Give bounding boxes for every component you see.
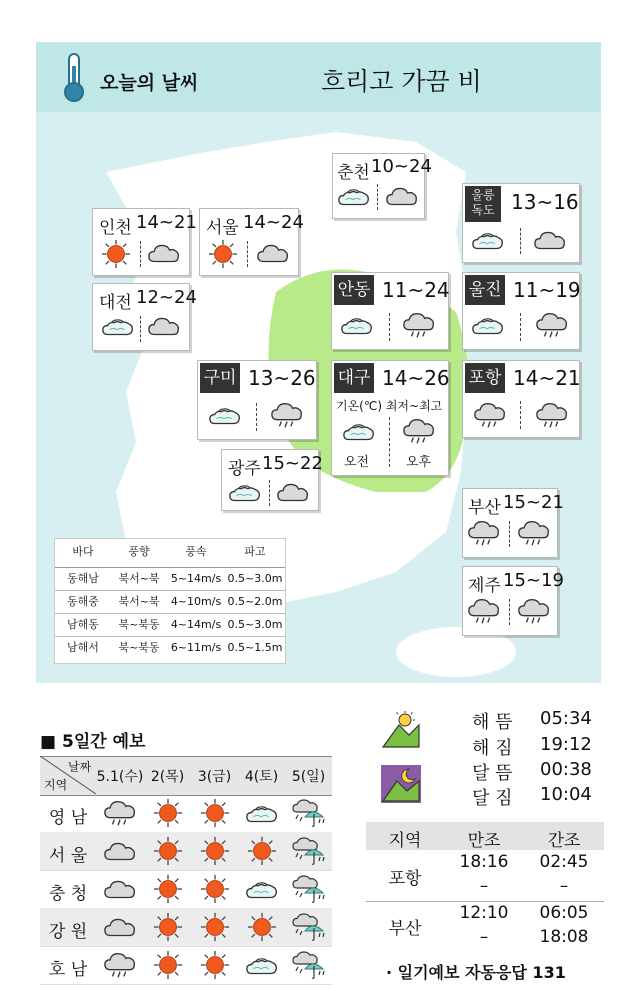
tide-header: 만조 (467, 831, 501, 851)
partly-cloudy-icon (245, 801, 279, 825)
rain-cloud-icon (517, 597, 551, 625)
tide-table (366, 822, 604, 952)
sea-cell: 5~14m/s (170, 572, 222, 585)
city-card-seoul (199, 208, 304, 276)
rain-cloud-icon (103, 799, 137, 827)
sea-header-row (55, 541, 285, 563)
sea-cell: 북서~북 (118, 595, 160, 608)
tide-high: – (479, 876, 489, 896)
city-temp: 11~24 (382, 278, 450, 302)
tide-low: 06:05 (539, 903, 589, 923)
city-temp: 14~24 (243, 212, 304, 233)
tide-high: 18:16 (459, 852, 509, 872)
astro-label: 해 짐 (472, 738, 513, 759)
sea-cell: 4~14m/s (170, 618, 222, 631)
page-title: 오늘의 날씨 (100, 72, 199, 94)
sunny-icon (153, 874, 183, 904)
city-card-andong (331, 272, 449, 350)
sunny-icon (247, 912, 277, 942)
moonrise-mountain-icon (381, 765, 421, 803)
umbrella-cloud-icon (291, 836, 327, 866)
city-card-ulleung (462, 183, 580, 263)
partly-cloudy-icon (245, 877, 279, 901)
tide-region: 부산 (388, 919, 422, 939)
temp-legend-label: 기온(℃) 최저~최고 (336, 399, 443, 413)
sunny-icon (101, 239, 131, 269)
day-header: 5.1(수) (96, 769, 144, 785)
partly-cloudy-icon (340, 313, 374, 337)
forecast-region-name: 강 원 (48, 922, 88, 942)
sunny-icon (153, 798, 183, 828)
forecast-row (40, 832, 332, 871)
sunny-icon (153, 912, 183, 942)
sea-cell: 0.5~1.5m (227, 641, 283, 654)
rain-cloud-icon (467, 597, 501, 625)
city-card-daejeon (92, 283, 197, 351)
sea-row (55, 613, 285, 636)
rain-cloud-icon (402, 311, 436, 339)
astro-time: 05:34 (540, 708, 592, 729)
forecast-title: 5일간 예보 (61, 732, 146, 752)
sea-header: 바다 (72, 545, 94, 558)
city-name: 광주 (228, 459, 261, 479)
city-temp: 13~16 (511, 190, 579, 214)
city-name: 춘천 (337, 163, 370, 183)
city-temp: 13~26 (248, 366, 316, 390)
forecast-region-name: 충 청 (48, 884, 88, 904)
city-temp: 11~19 (513, 278, 581, 302)
sea-header: 파고 (244, 545, 266, 558)
sunny-icon (200, 798, 230, 828)
sea-cell: 동해남 (67, 572, 99, 585)
city-card-incheon (92, 208, 197, 276)
city-card-pohang (462, 360, 580, 438)
sea-cell: 북서~북 (118, 572, 160, 585)
weather-summary: 흐리고 가끔 비 (321, 67, 482, 96)
forecast-row (40, 870, 332, 909)
city-card-jeju (462, 566, 564, 636)
city-temp: 10~24 (371, 156, 432, 177)
umbrella-cloud-icon (291, 912, 327, 942)
tide-low: 02:45 (539, 852, 589, 872)
tide-high: 12:10 (459, 903, 509, 923)
sea-cell: 북~북동 (118, 641, 160, 654)
sea-cell: 북~북동 (118, 618, 160, 631)
tide-low: 18:08 (539, 927, 589, 947)
astro-label: 달 짐 (472, 788, 513, 809)
cloudy-icon (147, 314, 181, 338)
rain-cloud-icon (535, 311, 569, 339)
partly-cloudy-icon (471, 313, 505, 337)
partly-cloudy-icon (245, 953, 279, 977)
sunny-icon (153, 836, 183, 866)
city-name: 대구 (334, 363, 374, 393)
city-name: 안동 (334, 275, 374, 305)
sea-cell: 0.5~2.0m (227, 595, 283, 608)
day-header: 3(금) (197, 769, 232, 785)
city-card-chuncheon (332, 153, 432, 219)
cloudy-icon (533, 228, 567, 252)
cloudy-icon (276, 480, 310, 504)
sea-header: 풍속 (185, 545, 207, 558)
phone-service-footer: · 일기예보 자동응답 131 (386, 963, 566, 982)
afternoon-label: 오후 (406, 455, 432, 470)
sea-cell: 남해서 (67, 641, 99, 654)
tide-header: 간조 (547, 831, 581, 851)
cloudy-icon (385, 184, 419, 208)
city-name: 제주 (468, 576, 501, 596)
sea-cell: 0.5~3.0m (227, 572, 283, 585)
city-card-gwangju (221, 449, 323, 511)
astro-label: 달 뜸 (472, 763, 513, 784)
city-card-gumi (197, 360, 317, 440)
cloudy-icon (103, 915, 137, 939)
sea-cell: 동해중 (67, 595, 99, 608)
cloudy-icon (147, 241, 181, 265)
rain-cloud-icon (270, 401, 304, 429)
sunny-icon (153, 950, 183, 980)
tide-region: 포항 (388, 869, 422, 889)
city-temp: 12~24 (136, 287, 197, 308)
astro-list (460, 706, 620, 810)
umbrella-cloud-icon (291, 798, 327, 828)
cloudy-icon (256, 241, 290, 265)
sunrise-mountain-icon (381, 711, 421, 749)
thermometer-icon (60, 52, 88, 104)
sea-cell: 4~10m/s (170, 595, 222, 608)
forecast-region-name: 호 남 (48, 960, 88, 980)
sea-row (55, 636, 285, 659)
rain-cloud-icon (473, 401, 507, 429)
city-card-busan (462, 488, 564, 558)
forecast-table (40, 756, 332, 986)
forecast-row (40, 946, 332, 985)
sea-cell: 0.5~3.0m (227, 618, 283, 631)
tide-low: – (559, 876, 569, 896)
city-temp: 15~22 (262, 453, 323, 474)
forecast-region-name: 영 남 (48, 808, 88, 828)
city-name: 포항 (465, 363, 505, 393)
city-card-daegu-legend (331, 360, 449, 476)
forecast-region-name: 서 울 (48, 846, 88, 866)
forecast-row (40, 908, 332, 947)
tide-high: – (479, 927, 489, 947)
rain-cloud-icon (103, 951, 137, 979)
sea-cell: 6~11m/s (170, 641, 222, 654)
partly-cloudy-icon (342, 419, 376, 443)
city-name: 인천 (99, 218, 132, 238)
cloudy-icon (103, 839, 137, 863)
tide-header: 지역 (388, 831, 422, 851)
partly-cloudy-icon (471, 228, 505, 252)
day-header: 2(목) (150, 769, 185, 785)
city-name: 대전 (99, 293, 132, 313)
sunny-icon (200, 874, 230, 904)
day-header: 5(일) (291, 769, 326, 785)
umbrella-cloud-icon (291, 874, 327, 904)
city-temp: 15~21 (503, 492, 564, 513)
city-name: 부산 (468, 498, 501, 518)
umbrella-cloud-icon (291, 950, 327, 980)
partly-cloudy-icon (101, 314, 135, 338)
city-name: 울릉 독도 (465, 186, 501, 222)
corner-region-label: 지역 (44, 778, 68, 792)
sea-row (55, 567, 285, 590)
sea-row (55, 590, 285, 613)
rain-cloud-icon (517, 519, 551, 547)
rain-cloud-icon (467, 519, 501, 547)
city-temp: 14~26 (382, 366, 450, 390)
city-card-uljin (462, 272, 580, 350)
tide-divider (366, 901, 604, 902)
sunny-icon (200, 950, 230, 980)
sunny-icon (208, 239, 238, 269)
sea-header: 풍향 (128, 545, 150, 558)
sea-cell: 남해동 (67, 618, 99, 631)
sea-conditions-table (54, 538, 286, 664)
forecast-body (40, 794, 332, 986)
city-name: 서울 (206, 218, 239, 238)
astro-time: 10:04 (540, 784, 592, 805)
city-name: 울진 (465, 275, 505, 305)
astro-label: 해 뜸 (472, 712, 513, 733)
day-header: 4(토) (244, 769, 279, 785)
partly-cloudy-icon (337, 184, 371, 208)
sunny-icon (200, 836, 230, 866)
sunny-icon (200, 912, 230, 942)
partly-cloudy-icon (208, 403, 242, 427)
morning-label: 오전 (344, 455, 370, 470)
corner-date-label: 날짜 (68, 760, 92, 774)
rain-cloud-icon (402, 417, 436, 445)
rain-cloud-icon (535, 401, 569, 429)
city-temp: 14~21 (513, 366, 581, 390)
city-temp: 14~21 (136, 212, 197, 233)
city-name: 구미 (200, 363, 240, 393)
partly-cloudy-icon (228, 480, 262, 504)
city-temp: 15~19 (503, 570, 564, 591)
sunny-icon (247, 836, 277, 866)
forecast-heading: ■ 5일간 예보 (40, 732, 146, 752)
forecast-row (40, 794, 332, 833)
astro-time: 19:12 (540, 734, 592, 755)
astro-time: 00:38 (540, 759, 592, 780)
cloudy-icon (103, 877, 137, 901)
